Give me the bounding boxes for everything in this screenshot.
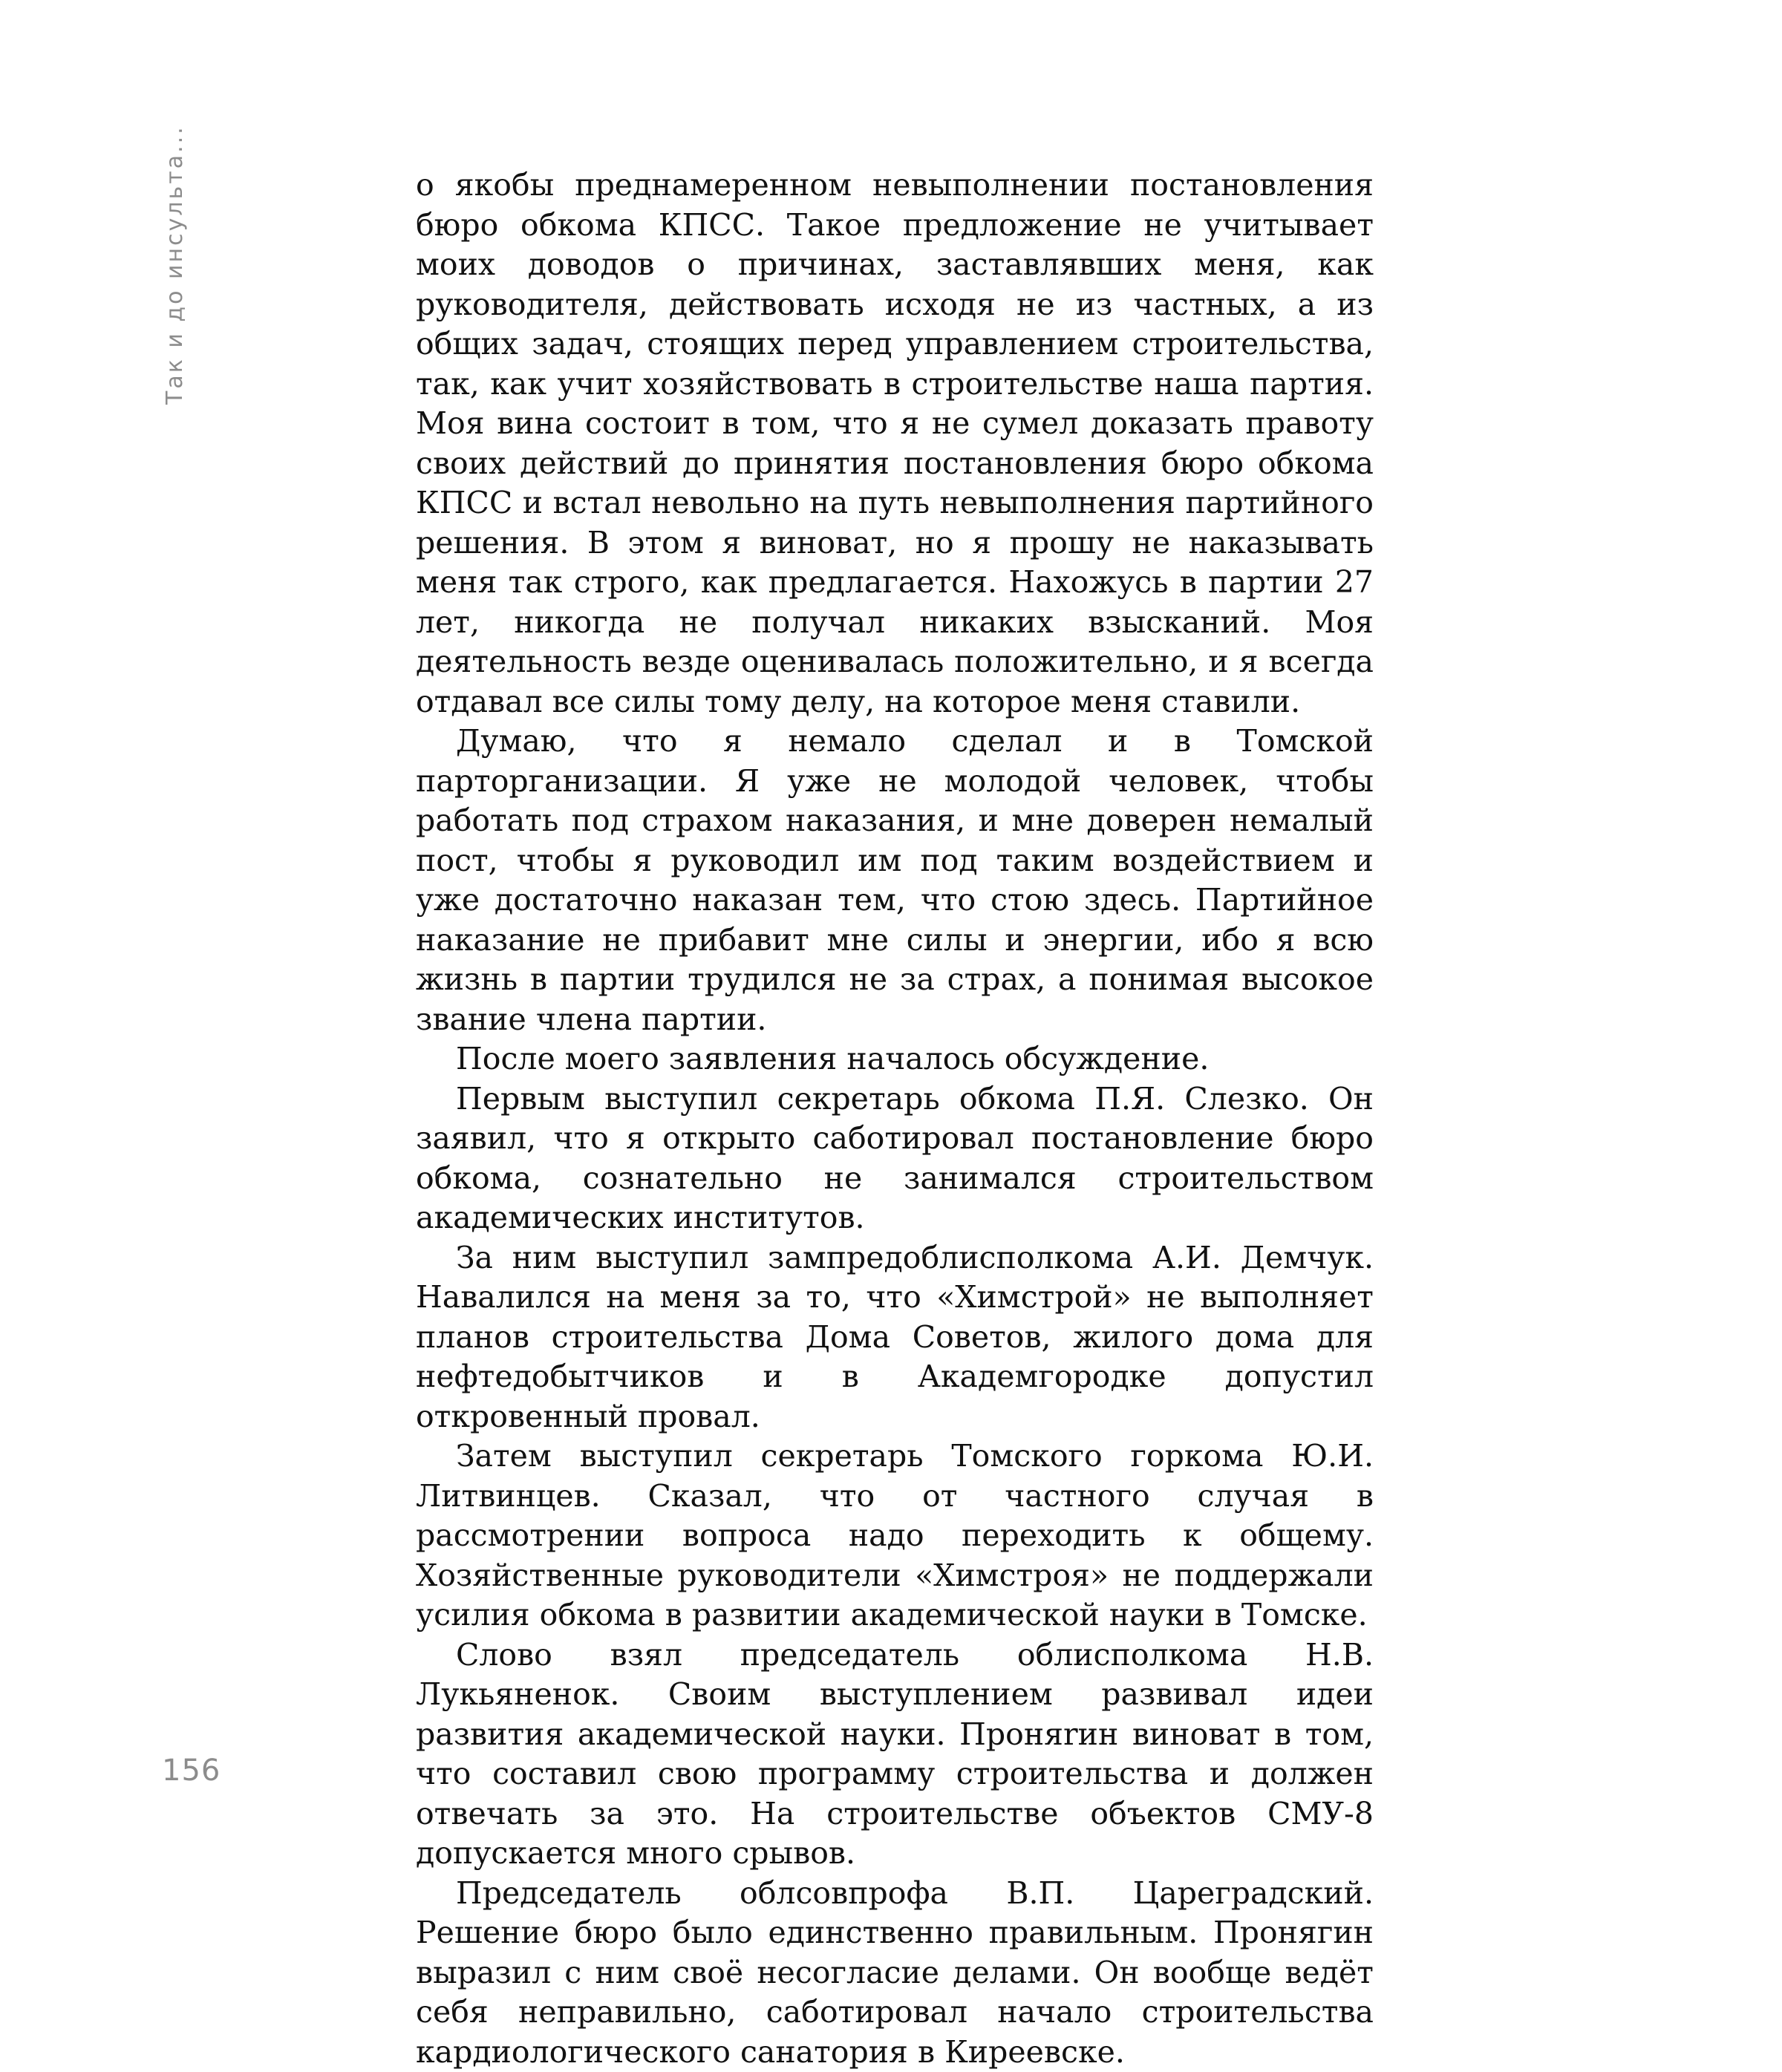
paragraph: Думаю, что я немало сделал и в Томской парторганизации. Я уже не молодой человек, чтобы работать под страхом наказания, и мне доверен немалый пост, чтобы я руководил им под таким воздействием и уже достаточно наказан тем, что стою здесь. Партийное наказание не прибавит мне силы и энергии, ибо я всю жизнь в партии трудился не за страх, а понимая высокое звание члена партии. — [416, 722, 1374, 1039]
body-text — [416, 166, 1374, 2072]
paragraph: о якобы преднамеренном невыполнении постановления бюро обкома КПСС. Такое предложение не учитывает моих доводов о причинах, заставлявших меня, как руководителя, действовать исходя не из частных, а из общих задач, стоящих перед управлением строительства, так, как учит хозяйствовать в строительстве наша партия. Моя вина состоит в том, что я не сумел доказать правоту своих действий до принятия постановления бюро обкома КПСС и встал невольно на путь невыполнения партийного решения. В этом я виноват, но я прошу не наказывать меня так строго, как предлагается. Нахожусь в партии 27 лет, никогда не получал никаких взысканий. Моя деятельность везде оценивалась положительно, и я всегда отдавал все силы тому делу, на которое меня ставили. — [416, 166, 1374, 722]
page-number: 156 — [162, 1754, 221, 1788]
paragraph: Председатель облсовпрофа В.П. Цареградский. Решение бюро было единственно правильным. Пронягин выразил с ним своё несогласие делами. Он вообще ведёт себя неправильно, саботировал начало строительства кардиологического санатория в Киреевске. — [416, 1874, 1374, 2072]
paragraph: Первым выступил секретарь обкома П.Я. Слезко. Он заявил, что я открыто саботировал постановление бюро обкома, сознательно не занимался строительством академических институтов. — [416, 1079, 1374, 1238]
running-head: Так и до инсульта... — [162, 125, 188, 405]
paragraph: После моего заявления началось обсуждение. — [416, 1039, 1374, 1079]
paragraph: Затем выступил секретарь Томского горкома Ю.И. Литвинцев. Сказал, что от частного случая в рассмотрении вопроса надо переходить к общему. Хозяйственные руководители «Химстроя» не поддержали усилия обкома в развитии академической науки в Томске. — [416, 1437, 1374, 1635]
paragraph: Слово взял председатель облисполкома Н.В. Лукьяненок. Своим выступлением развивал идеи развития академической науки. Проняrин виноват в том, что составил свою программу строительства и должен отвечать за это. На строительстве объектов СМУ-8 допускается много срывов. — [416, 1635, 1374, 1874]
paragraph: За ним выступил зампредоблисполкома А.И. Демчук. Навалился на меня за то, что «Химстрой» не выполняет планов строительства Дома Советов, жилого дома для нефтедобытчиков и в Академгородке допустил откровенный провал. — [416, 1238, 1374, 1437]
